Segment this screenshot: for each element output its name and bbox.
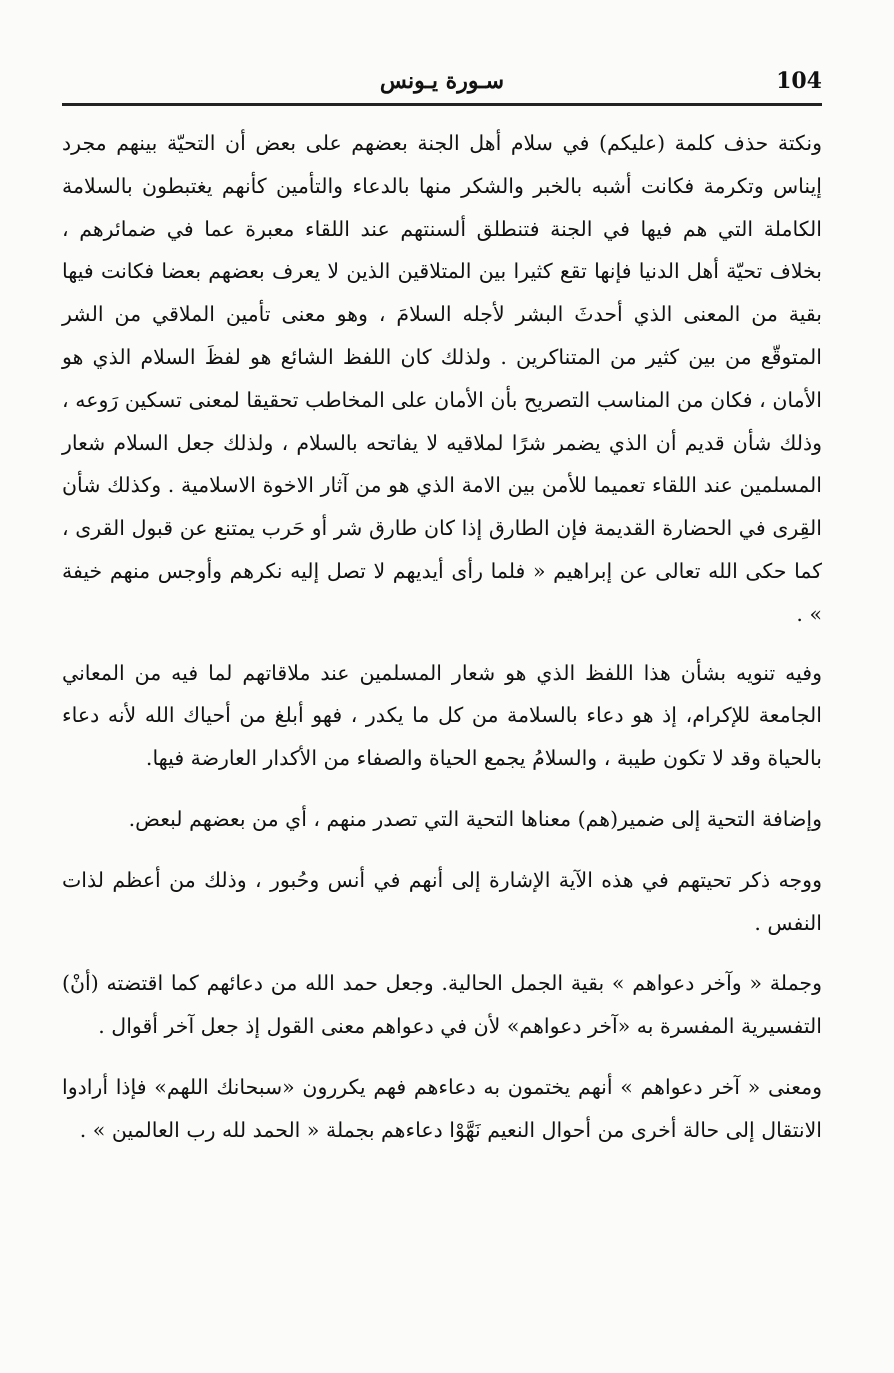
running-title: سـورة يـونس xyxy=(379,68,505,94)
paragraph: ومعنى « آخر دعواهم » أنهم يختمون به دعاءهم فهم يكررون «سبحانك اللهم» فإذا أرادوا الانتقال إلى حالة أخرى من أحوال النعيم نَهَّوْا دعاءهم بجملة « الحمد لله رب العالمين » . xyxy=(62,1074,822,1142)
paragraph: وإضافة التحية إلى ضمير(هم) معناها التحية التي تصدر منهم ، أي من بعضهم لبعض. xyxy=(128,806,822,831)
paragraph: وجملة « وآخر دعواهم » بقية الجمل الحالية. وجعل حمد الله من دعائهم كما اقتضته (أنْ) التفسيرية المفسرة به «آخر دعواهم» لأن في دعواهم معنى القول إذ جعل آخر أقوال . xyxy=(62,971,822,1039)
page-header xyxy=(62,66,822,106)
paragraph: وفيه تنويه بشأن هذا اللفظ الذي هو شعار المسلمين عند ملاقاتهم لما فيه من المعاني الجامعة للإكرام، إذ هو دعاء بالسلامة من كل ما يكدر ، فهو أبلغ من أحياك الله لأنه دعاء بالحياة وقد لا تكون طيبة ، والسلامُ يجمع الحياة والصفاء من الأكدار العارضة فيها. xyxy=(62,660,822,771)
paragraph: ووجه ذكر تحيتهم في هذه الآية الإشارة إلى أنهم في أنس وحُبور ، وذلك من أعظم لذات النفس . xyxy=(62,867,822,935)
header-divider xyxy=(62,103,822,106)
page-number: 104 xyxy=(776,68,822,94)
paragraph: ونكتة حذف كلمة (عليكم) في سلام أهل الجنة بعضهم على بعض أن التحيّة بينهم مجرد إيناس وتكرمة فكانت أشبه بالخبر والشكر منها بالدعاء والتأمين كأنهم يغتبطون بالسلامة الكاملة التي هم فيها في الجنة فتنطلق ألسنتهم عند اللقاء معبرة عما في ضمائرهم ، بخلاف تحيّة أهل الدنيا فإنها تقع كثيرا بين المتلاقين الذين لا يعرف بعضهم بعضا فكانت فيها بقية من المعنى الذي أحدثَ البشر لأجله السلامَ ، وهو معنى تأمين الملاقي من الشر المتوقّع من بين كثير من المتناكرين . ولذلك كان اللفظ الشائع هو لفظَ السلام الذي هو الأمان ، فكان من المناسب التصريح بأن الأمان على المخاطب تحقيقا لمعنى تسكين رَوعه ، وذلك شأن قديم أن الذي يضمر شرًا لملاقيه لا يفاتحه بالسلام ، ولذلك جعل السلام شعار المسلمين عند اللقاء تعميما للأمن بين الامة الذي هو من آثار الاخوة الاسلامية . وكذلك شأن القِرى في الحضارة القديمة فإن الطارق إذا كان طارق شر أو حَرب يمتنع عن قبول القرى ، كما حكى الله تعالى عن إبراهيم « فلما رأى أيديهم لا تصل إليه نكرهم وأوجس منهم خيفة » . xyxy=(62,131,822,626)
page-body xyxy=(62,122,822,1170)
